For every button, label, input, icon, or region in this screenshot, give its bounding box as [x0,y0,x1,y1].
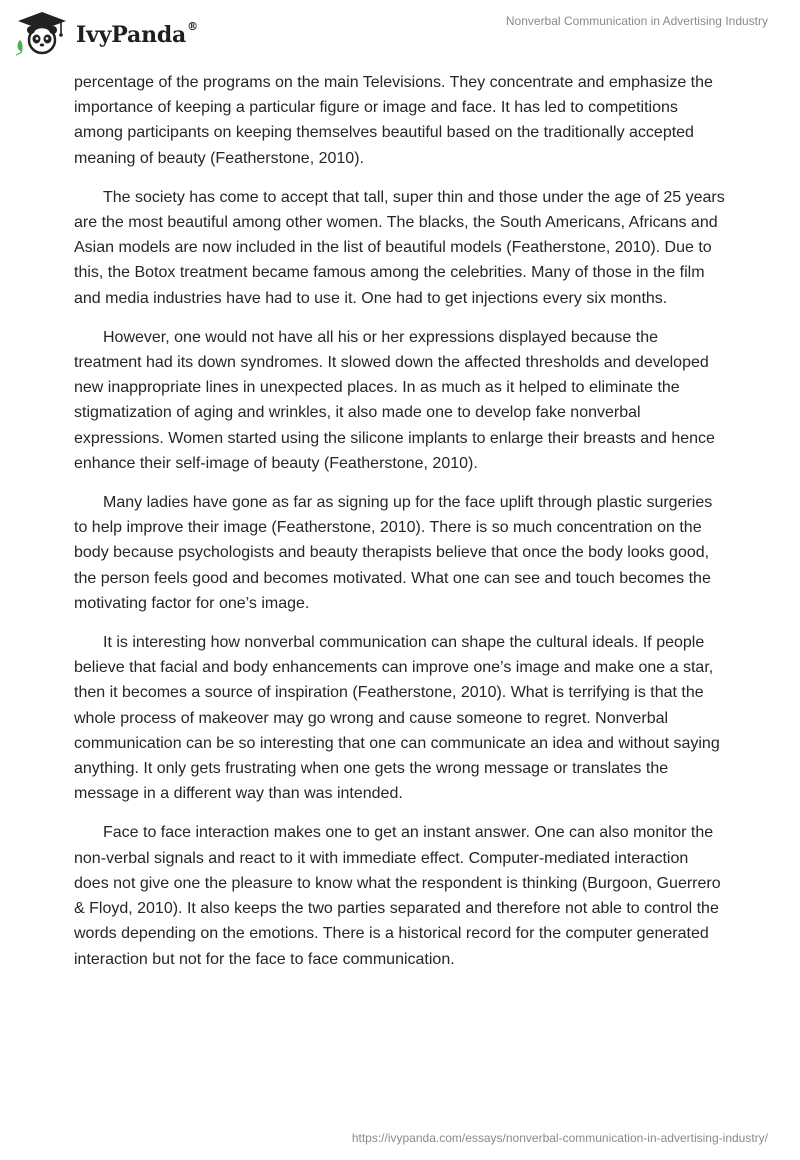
paragraph: However, one would not have all his or her expressions displayed because the treatment had its down syndromes. It slowed down the affected thresholds and developed new inappropriate lines in unexpected places. In as much as it helped to eliminate the stigmatization of aging and wrinkles, it also made one to develop fake nonverbal expressions. Women started using the silicone implants to enlarge their breasts and hence enhance their self-image of beauty (Featherstone, 2010). [74,328,715,472]
essay-body [74,70,726,986]
paragraph: percentage of the programs on the main Televisions. They concentrate and emphasize the importance of keeping a particular figure or image and face. It has led to competitions among participants on keeping themselves beautiful based on the traditionally accepted meaning of beauty (Featherstone, 2010). [74,74,713,167]
paragraph: It is interesting how nonverbal communication can shape the cultural ideals. If people believe that facial and body enhancements can improve one’s image and make one a star, then it becomes a source of inspiration (Featherstone, 2010). What is terrifying is that the whole process of makeover may go wrong and cause someone to regret. Nonverbal communication can be so interesting that one can communicate an idea and without saying anything. It only gets frustrating when one gets the wrong message or translates the message in a different way than was intended. [74,634,720,803]
brand-name: IvyPanda® [76,19,198,48]
page-header [0,0,800,70]
paragraph: Many ladies have gone as far as signing up for the face uplift through plastic surgeries to help improve their image (Featherstone, 2010). There is so much concentration on the body because psychologists and beauty therapists believe that once the body looks good, the person feels good and becomes motivated. What one can see and touch becomes the motivating factor for one’s image. [74,494,713,612]
paragraph: Face to face interaction makes one to get an instant answer. One can also monitor the non-verbal signals and react to it with immediate effect. Computer-mediated interaction does not give one the pleasure to know what the respondent is thinking (Burgoon, Guerrero & Floyd, 2010). It also keeps the two parties separated and therefore not able to control the words depending on the emotions. There is a historical record for the computer generated interaction but not for the face to face communication. [74,824,721,968]
ivypanda-logo[interactable] [14,10,198,56]
paragraph: The society has come to accept that tall, super thin and those under the age of 25 years are the most beautiful among other women. The blacks, the South Americans, Africans and Asian models are now included in the list of beautiful models (Featherstone, 2010). Due to this, the Botox treatment became famous among the celebrities. Many of those in the film and media industries have had to use it. One had to get injections every six months. [74,188,725,307]
source-url[interactable]: https://ivypanda.com/essays/nonverbal-communication-in-advertising-industry/ [351,1131,768,1145]
panda-graduate-icon [14,10,70,56]
document-title: Nonverbal Communication in Advertising Industry [505,14,768,28]
